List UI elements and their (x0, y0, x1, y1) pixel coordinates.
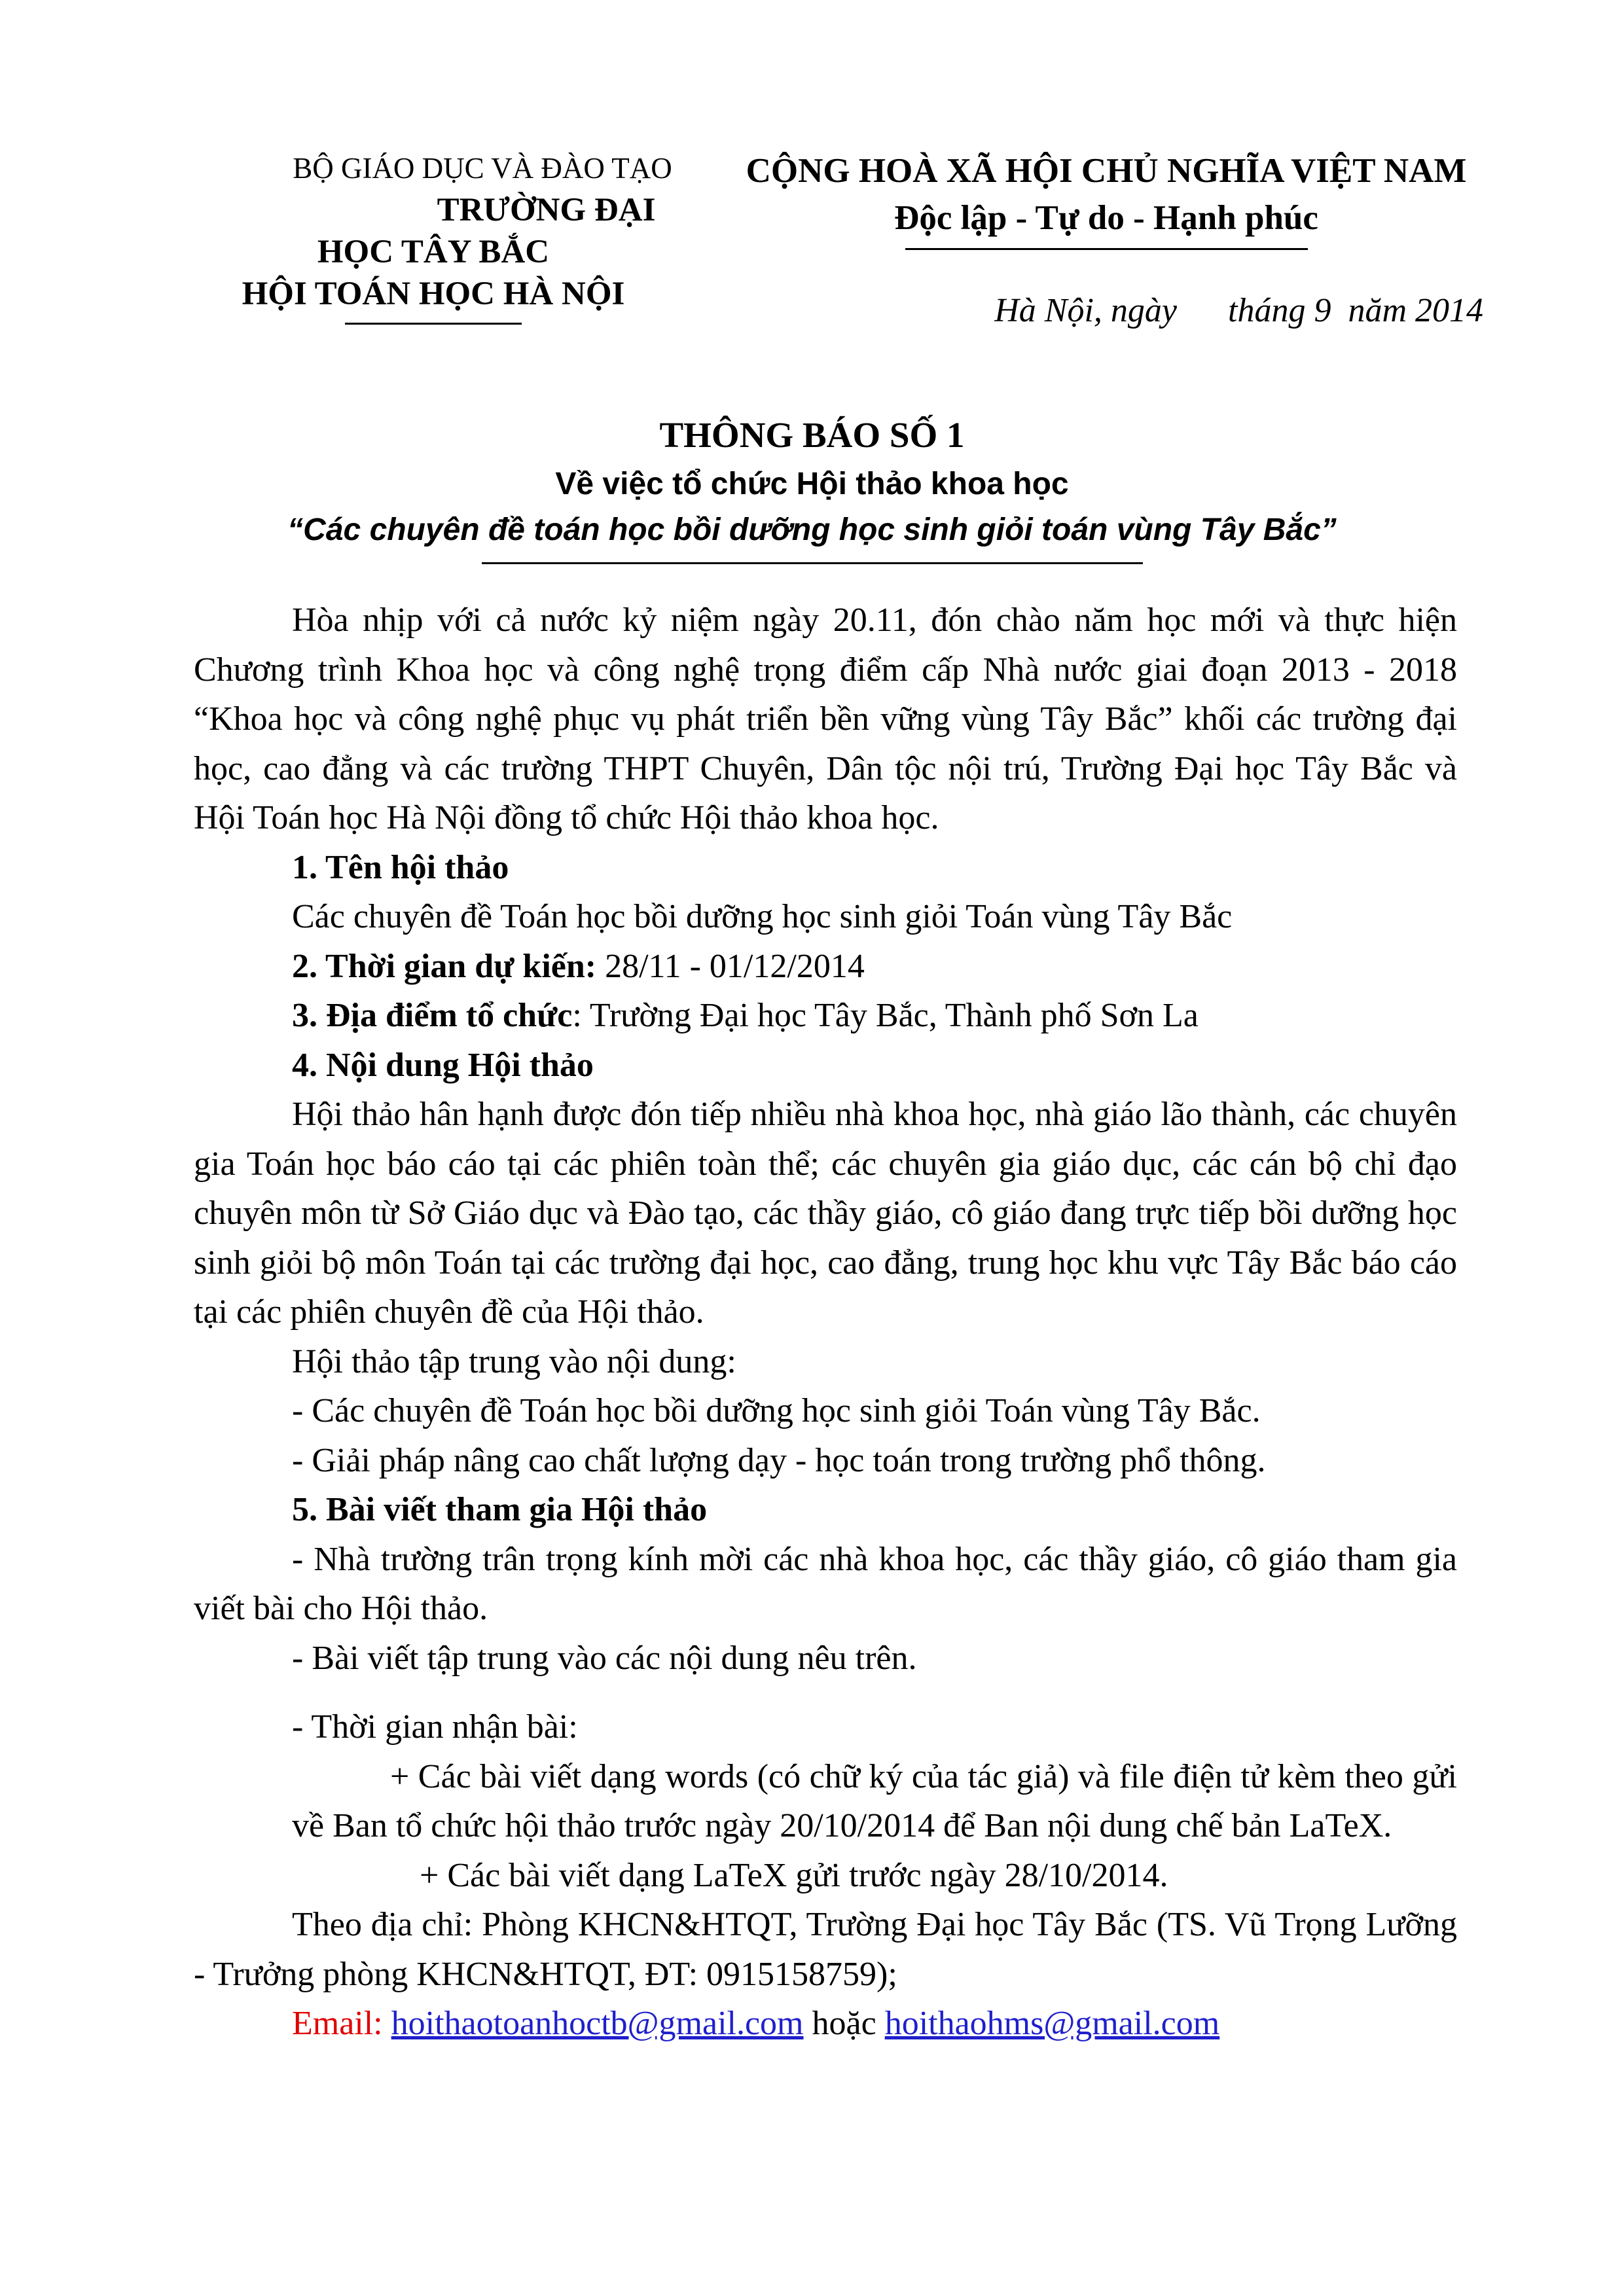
section-5-invite: - Nhà trường trân trọng kính mời các nhà khoa học, các thầy giáo, cô giáo tham gia viết bài cho Hội thảo. (194, 1540, 1457, 1627)
header-left-underline (345, 323, 522, 325)
section-1-heading: 1. Tên hội thảo (292, 848, 509, 886)
list-item: - Các chuyên đề Toán học bồi dưỡng học sinh giỏi Toán vùng Tây Bắc. (292, 1392, 1261, 1429)
email-link-2[interactable]: hoithaohms@gmail.com (884, 2005, 1220, 2042)
document-title (0, 409, 1624, 564)
list-item: - Giải pháp nâng cao chất lượng dạy - học toán trong trường phổ thông. (292, 1441, 1266, 1479)
university-name: TRƯỜNG ĐẠI HỌC TÂY BẮC (317, 192, 656, 270)
header-left (171, 147, 695, 325)
section-1-text: Các chuyên đề Toán học bồi dưỡng học sinh giỏi Toán vùng Tây Bắc (292, 898, 1233, 935)
section-3-text: : Trường Đại học Tây Bắc, Thành phố Sơn La (572, 997, 1199, 1034)
section-4-heading: 4. Nội dung Hội thảo (292, 1046, 594, 1084)
section-2-text: 28/11 - 01/12/2014 (596, 947, 865, 985)
section-4-paragraph: Hội thảo hân hạnh được đón tiếp nhiều nhà khoa học, nhà giáo lão thành, các chuyên gia Toán học báo cáo tại các phiên toàn thể; các chuyên gia giáo dục, các cán bộ chỉ đạo chuyên môn từ Sở Giáo dục và Đào tạo, các thầy giáo, cô giáo đang trực tiếp bồi dưỡng học sinh giỏi bộ môn Toán tại các trường đại học, cao đẳng, trung học khu vực Tây Bắc báo cáo tại các phiên chuyên đề của Hội thảo. (194, 1096, 1457, 1331)
notice-subject: Về việc tổ chức Hội thảo khoa học (555, 467, 1069, 501)
date-line: Hà Nội, ngày tháng 9 năm 2014 (994, 292, 1483, 329)
email-label: Email: (292, 2005, 383, 2042)
email-link-1[interactable]: hoithaotoanhoctb@gmail.com (391, 2005, 804, 2042)
notice-topic: “Các chuyên đề toán học bồi dưỡng học sinh giỏi toán vùng Tây Bắc” (287, 512, 1337, 547)
section-2 (194, 942, 1457, 992)
nation-name: CỘNG HOÀ XÃ HỘI CHỦ NGHĨA VIỆT NAM (746, 152, 1467, 190)
section-5-heading: 5. Bài viết tham gia Hội thảo (292, 1491, 708, 1528)
header-right-underline (905, 248, 1308, 250)
deadline-latex: + Các bài viết dạng LaTeX gửi trước ngày 28/10/2014. (420, 1856, 1168, 1894)
section-2-heading: 2. Thời gian dự kiến: (292, 947, 597, 985)
national-motto: Độc lập - Tự do - Hạnh phúc (894, 199, 1318, 237)
section-3 (194, 991, 1457, 1041)
email-or: hoặc (803, 2005, 885, 2042)
society-name: HỘI TOÁN HỌC HÀ NỘI (242, 276, 625, 312)
document-body (194, 596, 1457, 2049)
section-4-focus: Hội thảo tập trung vào nội dung: (292, 1342, 736, 1380)
deadline-words: + Các bài viết dạng words (có chữ ký của tác giả) và file điện tử kèm theo gửi về Ban tổ chức hội thảo trước ngày 20/10/2014 để Ban nội dung chế bản LaTeX. (292, 1757, 1457, 1844)
intro-paragraph: Hòa nhịp với cả nước kỷ niệm ngày 20.11, đón chào năm học mới và thực hiện Chương trình Khoa học và công nghệ trọng điểm cấp Nhà nước giai đoạn 2013 - 2018 “Khoa học và công nghệ phục vụ phát triển bền vững vùng Tây Bắc” khối các trường đại học, cao đẳng và các trường THPT Chuyên, Dân tộc nội trú, Trường Đại học Tây Bắc và Hội Toán học Hà Nội đồng tổ chức Hội thảo khoa học. (194, 601, 1457, 836)
deadline-label: - Thời gian nhận bài: (292, 1708, 578, 1746)
ministry-name: BỘ GIÁO DỤC VÀ ĐÀO TẠO (293, 152, 672, 185)
section-5-focus: - Bài viết tập trung vào các nội dung nêu trên. (292, 1639, 917, 1677)
title-underline (482, 562, 1143, 564)
spacer (194, 1683, 1457, 1702)
header-right (727, 147, 1486, 250)
section-3-heading: 3. Địa điểm tổ chức (292, 997, 573, 1034)
contact-address: Theo địa chỉ: Phòng KHCN&HTQT, Trường Đại học Tây Bắc (TS. Vũ Trọng Lưỡng - Trưởng phòng KHCN&HTQT, ĐT: 0915158759); (194, 1906, 1457, 1993)
notice-heading: THÔNG BÁO SỐ 1 (659, 415, 965, 455)
contact-emails (194, 1999, 1457, 2049)
